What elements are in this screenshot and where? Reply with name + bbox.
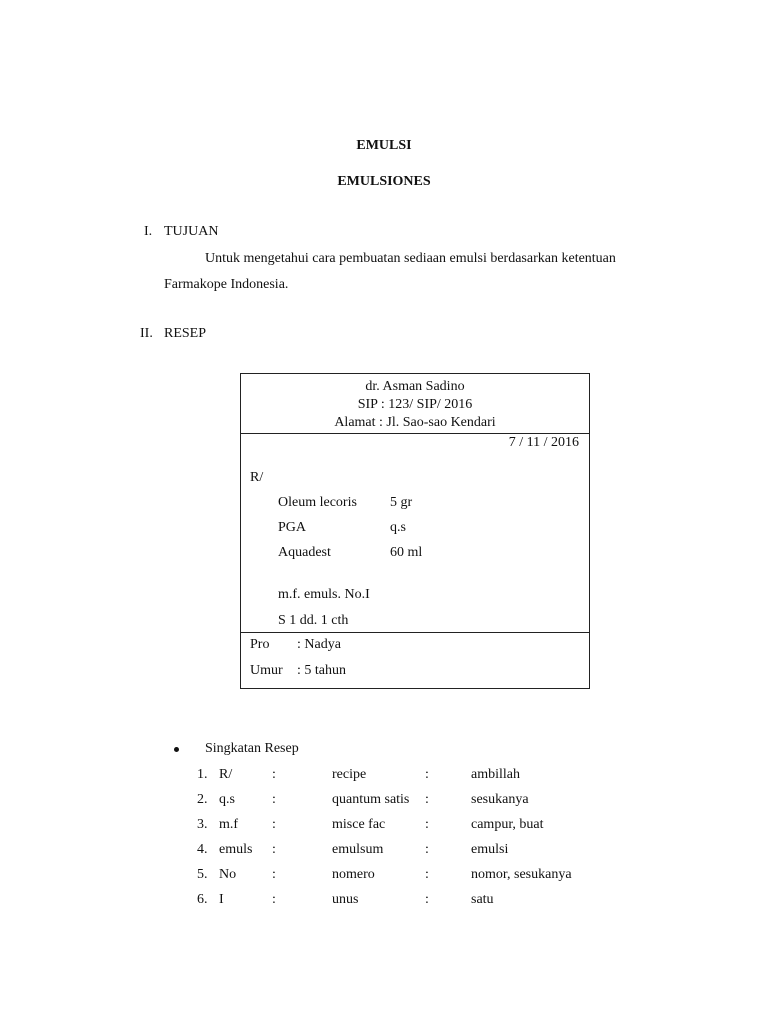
abbr-meaning: nomor, sesukanya [471, 867, 572, 882]
abbr-short: emuls [219, 842, 253, 857]
abbr-latin: recipe [332, 767, 367, 782]
section2-numeral: II. [140, 326, 153, 341]
abbr-latin: emulsum [332, 842, 384, 857]
abbr-number: 5. [197, 867, 208, 882]
prescription-sip: SIP : 123/ SIP/ 2016 [357, 397, 473, 412]
section1-paragraph-line2: Farmakope Indonesia. [164, 277, 289, 292]
abbr-short: No [219, 867, 237, 882]
abbr-meaning: emulsi [471, 842, 509, 857]
abbr-latin: misce fac [332, 817, 386, 832]
abbreviations-heading: Singkatan Resep [205, 741, 299, 756]
prescription-mf: m.f. emuls. No.I [278, 587, 370, 602]
abbr-separator: : [272, 792, 276, 807]
abbr-separator: : [272, 892, 276, 907]
abbr-short: R/ [219, 767, 233, 782]
abbr-number: 4. [197, 842, 208, 857]
abbr-separator: : [425, 842, 429, 857]
prescription-pro-label: Pro [250, 637, 270, 652]
abbr-meaning: satu [471, 892, 494, 907]
prescription-age-label: Umur [250, 663, 283, 678]
abbr-short: q.s [219, 792, 235, 807]
abbr-separator: : [272, 817, 276, 832]
abbr-latin: quantum satis [332, 792, 410, 807]
prescription-item-qty: 60 ml [390, 545, 423, 560]
prescription-item-qty: q.s [390, 520, 406, 535]
abbr-latin: unus [332, 892, 359, 907]
prescription-divider-top [241, 433, 589, 434]
abbr-number: 6. [197, 892, 208, 907]
page-subtitle: EMULSIONES [337, 174, 431, 189]
prescription-item-name: Oleum lecoris [278, 495, 357, 510]
abbr-number: 1. [197, 767, 208, 782]
abbr-meaning: ambillah [471, 767, 520, 782]
abbr-separator: : [425, 767, 429, 782]
prescription-divider-bottom [241, 632, 589, 633]
abbr-separator: : [272, 767, 276, 782]
section1-numeral: I. [144, 224, 153, 239]
prescription-date: 7 / 11 / 2016 [508, 435, 579, 450]
abbr-latin: nomero [332, 867, 375, 882]
prescription-pro-value: : Nadya [297, 637, 341, 652]
prescription-doctor: dr. Asman Sadino [365, 379, 465, 394]
abbr-meaning: campur, buat [471, 817, 544, 832]
prescription-item-name: Aquadest [278, 545, 331, 560]
abbr-separator: : [272, 867, 276, 882]
section2-heading: RESEP [164, 326, 207, 341]
abbr-separator: : [425, 892, 429, 907]
prescription-signa: S 1 dd. 1 cth [278, 613, 349, 628]
prescription-box [240, 373, 590, 689]
abbr-short: I [219, 892, 224, 907]
page-title: EMULSI [356, 138, 412, 153]
prescription-item-qty: 5 gr [390, 495, 413, 510]
prescription-item-name: PGA [278, 520, 307, 535]
prescription-rx-symbol: R/ [250, 470, 264, 485]
abbr-separator: : [425, 792, 429, 807]
abbr-short: m.f [219, 817, 239, 832]
prescription-age-value: : 5 tahun [297, 663, 346, 678]
bullet-icon [174, 747, 179, 752]
abbr-number: 3. [197, 817, 208, 832]
abbr-separator: : [272, 842, 276, 857]
abbr-meaning: sesukanya [471, 792, 529, 807]
abbr-separator: : [425, 817, 429, 832]
section1-paragraph-line1: Untuk mengetahui cara pembuatan sediaan emulsi berdasarkan ketentuan [205, 251, 616, 266]
section1-heading: TUJUAN [164, 224, 219, 239]
prescription-address: Alamat : Jl. Sao-sao Kendari [334, 415, 496, 430]
abbr-number: 2. [197, 792, 208, 807]
abbr-separator: : [425, 867, 429, 882]
